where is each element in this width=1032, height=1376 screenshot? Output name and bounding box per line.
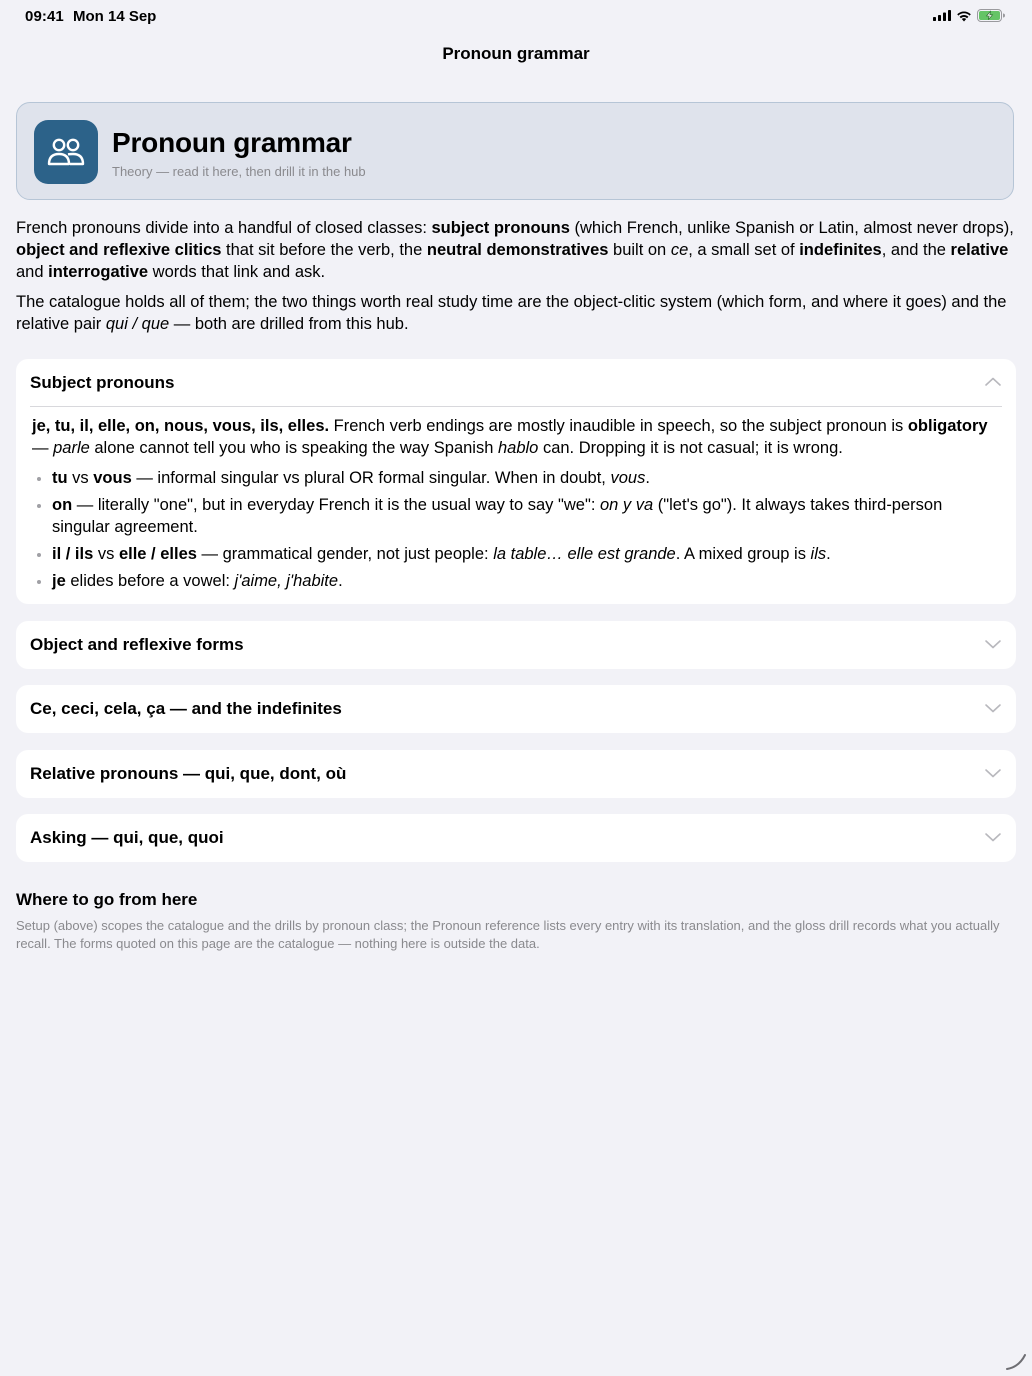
italic-text: on y va	[600, 496, 654, 514]
italic-text: qui / que	[105, 315, 170, 333]
two-people-icon	[34, 120, 98, 184]
bold-text: tu	[52, 469, 68, 487]
text-run: .	[645, 469, 650, 487]
text-run: French verb endings are mostly inaudible in speech, so the subject pronoun is	[329, 417, 908, 435]
italic-text: ils	[810, 545, 827, 563]
section-body	[32, 415, 1000, 597]
bullet-item	[32, 570, 1000, 592]
bold-text: object and reflexive clitics	[16, 241, 222, 259]
bold-text: il / ils	[52, 545, 94, 563]
bold-text: interrogative	[48, 263, 149, 281]
section-title: Ce, ceci, cela, ça — and the indefinites	[30, 699, 342, 718]
intro-text	[16, 217, 1016, 343]
bold-text: on	[52, 496, 73, 514]
bold-text: obligatory	[907, 417, 988, 435]
text-run: — both are drilled from this hub.	[169, 315, 409, 333]
text-run: built on	[608, 241, 671, 259]
text-run: alone cannot tell you who is speaking the way Spanish	[89, 439, 498, 457]
section-demonstratives-indefinites[interactable]	[16, 685, 1016, 733]
bold-text: subject pronouns	[431, 219, 570, 237]
bold-text: elle / elles	[118, 545, 197, 563]
bullet-item	[32, 467, 1000, 489]
battery-charging-icon	[977, 9, 1006, 22]
italic-text: ce	[670, 241, 689, 259]
text-run: and	[16, 263, 49, 281]
text-run: . A mixed group is	[675, 545, 811, 563]
hero-title: Pronoun grammar	[112, 127, 352, 158]
text-run: , a small set of	[688, 241, 800, 259]
text-run: elides before a vowel:	[65, 572, 235, 590]
text-run: .	[338, 572, 343, 590]
section-intro	[32, 415, 1000, 459]
nav-title: Pronoun grammar	[442, 44, 590, 63]
text-run: —	[32, 439, 54, 457]
bullet-item	[32, 494, 1000, 538]
bold-text: neutral demonstratives	[426, 241, 609, 259]
italic-text: parle	[53, 439, 90, 457]
section-relative-pronouns[interactable]	[16, 750, 1016, 798]
status-time: 09:41	[25, 8, 64, 25]
bold-text: je, tu, il, elle, on, nous, vous, ils, elles.	[32, 417, 330, 435]
italic-text: j'aime, j'habite	[234, 572, 339, 590]
section-divider	[30, 406, 1002, 407]
bullet-item	[32, 543, 1000, 565]
text-run: words that link and ask.	[148, 263, 326, 281]
section-object-reflexive[interactable]	[16, 621, 1016, 669]
intro-paragraph-1	[16, 217, 1016, 283]
chevron-down-icon	[984, 830, 1002, 844]
status-icons	[933, 9, 1006, 22]
section-title: Asking — qui, que, quoi	[30, 828, 224, 847]
footer-heading: Where to go from here	[16, 890, 198, 909]
text-run: — informal singular vs plural OR formal singular. When in doubt,	[131, 469, 611, 487]
cellular-signal-icon	[933, 10, 951, 21]
text-run: , and the	[881, 241, 951, 259]
text-run: that sit before the verb, the	[221, 241, 427, 259]
text-run: The catalogue holds all of them; the two things worth real study time are the object-clitic system (which form, and where it goes) and the relative pair	[16, 293, 1007, 333]
hero-subtitle: Theory — read it here, then drill it in the hub	[112, 164, 366, 179]
section-header-subject-pronouns[interactable]	[16, 359, 1016, 407]
section-subject-pronouns	[16, 359, 1016, 604]
italic-text: la table… elle est grande	[493, 545, 676, 563]
text-run: French pronouns divide into a handful of closed classes:	[16, 219, 432, 237]
status-date: Mon 14 Sep	[73, 8, 157, 25]
intro-paragraph-2	[16, 291, 1016, 335]
chevron-up-icon	[984, 375, 1002, 389]
chevron-down-icon	[984, 766, 1002, 780]
footer-text: Setup (above) scopes the catalogue and the drills by pronoun class; the Pronoun reference lists every entry with its translation, and the gloss drill records what you actually recall. The forms quoted on this page are the catalogue — nothing here is outside the data.	[16, 918, 1000, 951]
text-run: (which French, unlike Spanish or Latin, almost never drops),	[569, 219, 1014, 237]
section-title: Object and reflexive forms	[30, 635, 244, 654]
text-run: ("let's go"). It always takes third-person singular agreement.	[52, 496, 943, 536]
italic-text: vous	[610, 469, 646, 487]
text-run: .	[826, 545, 831, 563]
section-title: Subject pronouns	[30, 373, 175, 392]
text-run: vs	[93, 545, 119, 563]
wifi-icon	[956, 10, 972, 22]
section-asking[interactable]	[16, 814, 1016, 862]
bold-text: indefinites	[799, 241, 882, 259]
status-bar	[0, 0, 1032, 32]
section-title: Relative pronouns — qui, que, dont, où	[30, 764, 347, 783]
text-run: can. Dropping it is not casual; it is wrong.	[538, 439, 843, 457]
bold-text: vous	[93, 469, 132, 487]
italic-text: hablo	[497, 439, 539, 457]
bold-text: relative	[950, 241, 1009, 259]
text-run: — literally "one", but in everyday French it is the usual way to say "we":	[72, 496, 600, 514]
resize-handle-icon[interactable]	[1004, 1348, 1028, 1372]
chevron-down-icon	[984, 701, 1002, 715]
text-run: vs	[67, 469, 94, 487]
bold-text: je	[52, 572, 66, 590]
hero-card	[16, 102, 1014, 200]
bullet-list	[32, 467, 1000, 592]
chevron-down-icon	[984, 637, 1002, 651]
text-run: — grammatical gender, not just people:	[196, 545, 494, 563]
